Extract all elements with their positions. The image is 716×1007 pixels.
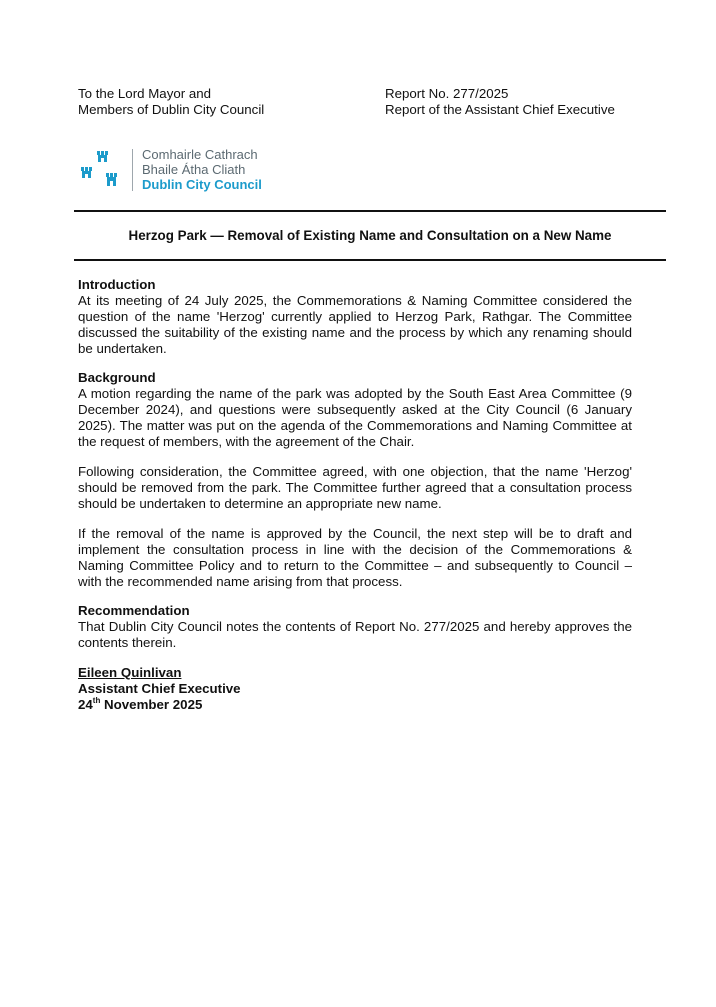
date-suffix: th xyxy=(92,695,101,705)
introduction-heading: Introduction xyxy=(78,277,156,292)
report-title: Herzog Park — Removal of Existing Name and Consultation on a New Name xyxy=(128,228,612,243)
logo-english-name: Dublin City Council xyxy=(142,177,262,192)
recommendation-heading: Recommendation xyxy=(78,603,190,618)
background-heading: Background xyxy=(78,370,156,385)
report-info-block xyxy=(385,86,685,118)
date-month-year: November 2025 xyxy=(100,697,203,712)
title-bottom-rule xyxy=(74,259,666,261)
addressee-block xyxy=(78,86,368,118)
addressee-line-2: Members of Dublin City Council xyxy=(78,102,265,117)
logo-divider xyxy=(132,149,133,191)
recommendation-section xyxy=(78,603,632,651)
logo-text xyxy=(142,147,342,192)
signatory-role: Assistant Chief Executive xyxy=(78,681,241,696)
signatory-name: Eileen Quinlivan xyxy=(78,665,182,680)
logo-irish-line-2: Bhaile Átha Cliath xyxy=(142,162,246,177)
title-top-rule xyxy=(74,210,666,212)
report-number: Report No. 277/2025 xyxy=(385,86,509,101)
introduction-text: At its meeting of 24 July 2025, the Commemorations & Naming Committee considered the question of the name 'Herzog' currently applied to Herzog Park, Rathgar. The Committee discussed the suitability of the existing name and the process by which any renaming should be undertaken. xyxy=(78,293,632,356)
background-paragraph-3: If the removal of the name is approved by the Council, the next step will be to draft and implement the consultation process in line with the decision of the Commemorations & Naming Committee Policy and to return to the Committee – and subsequently to Council – with the recommended name arising from that process. xyxy=(78,526,632,589)
three-castles-icon xyxy=(80,147,124,191)
report-date xyxy=(78,697,241,713)
recommendation-text: That Dublin City Council notes the contents of Report No. 277/2025 and hereby approves the contents therein. xyxy=(78,619,632,650)
signoff-block xyxy=(78,665,241,713)
introduction-section xyxy=(78,277,632,357)
date-day: 24 xyxy=(78,697,93,712)
report-author: Report of the Assistant Chief Executive xyxy=(385,102,615,117)
background-section xyxy=(78,370,632,450)
addressee-line-1: To the Lord Mayor and xyxy=(78,86,212,101)
background-text: A motion regarding the name of the park was adopted by the South East Area Committee (9 December 2024), and questions were subsequently asked at the City Council (6 January 2025). The matter was put on the agenda of the Commemorations and Naming Committee at the request of members, with the agreement of the Chair. xyxy=(78,386,632,449)
background-paragraph-2: Following consideration, the Committee agreed, with one objection, that the name 'Herzog' should be removed from the park. The Committee further agreed that a consultation process should be undertaken to determine an appropriate new name. xyxy=(78,464,632,511)
logo-irish-line-1: Comhairle Cathrach xyxy=(142,147,258,162)
